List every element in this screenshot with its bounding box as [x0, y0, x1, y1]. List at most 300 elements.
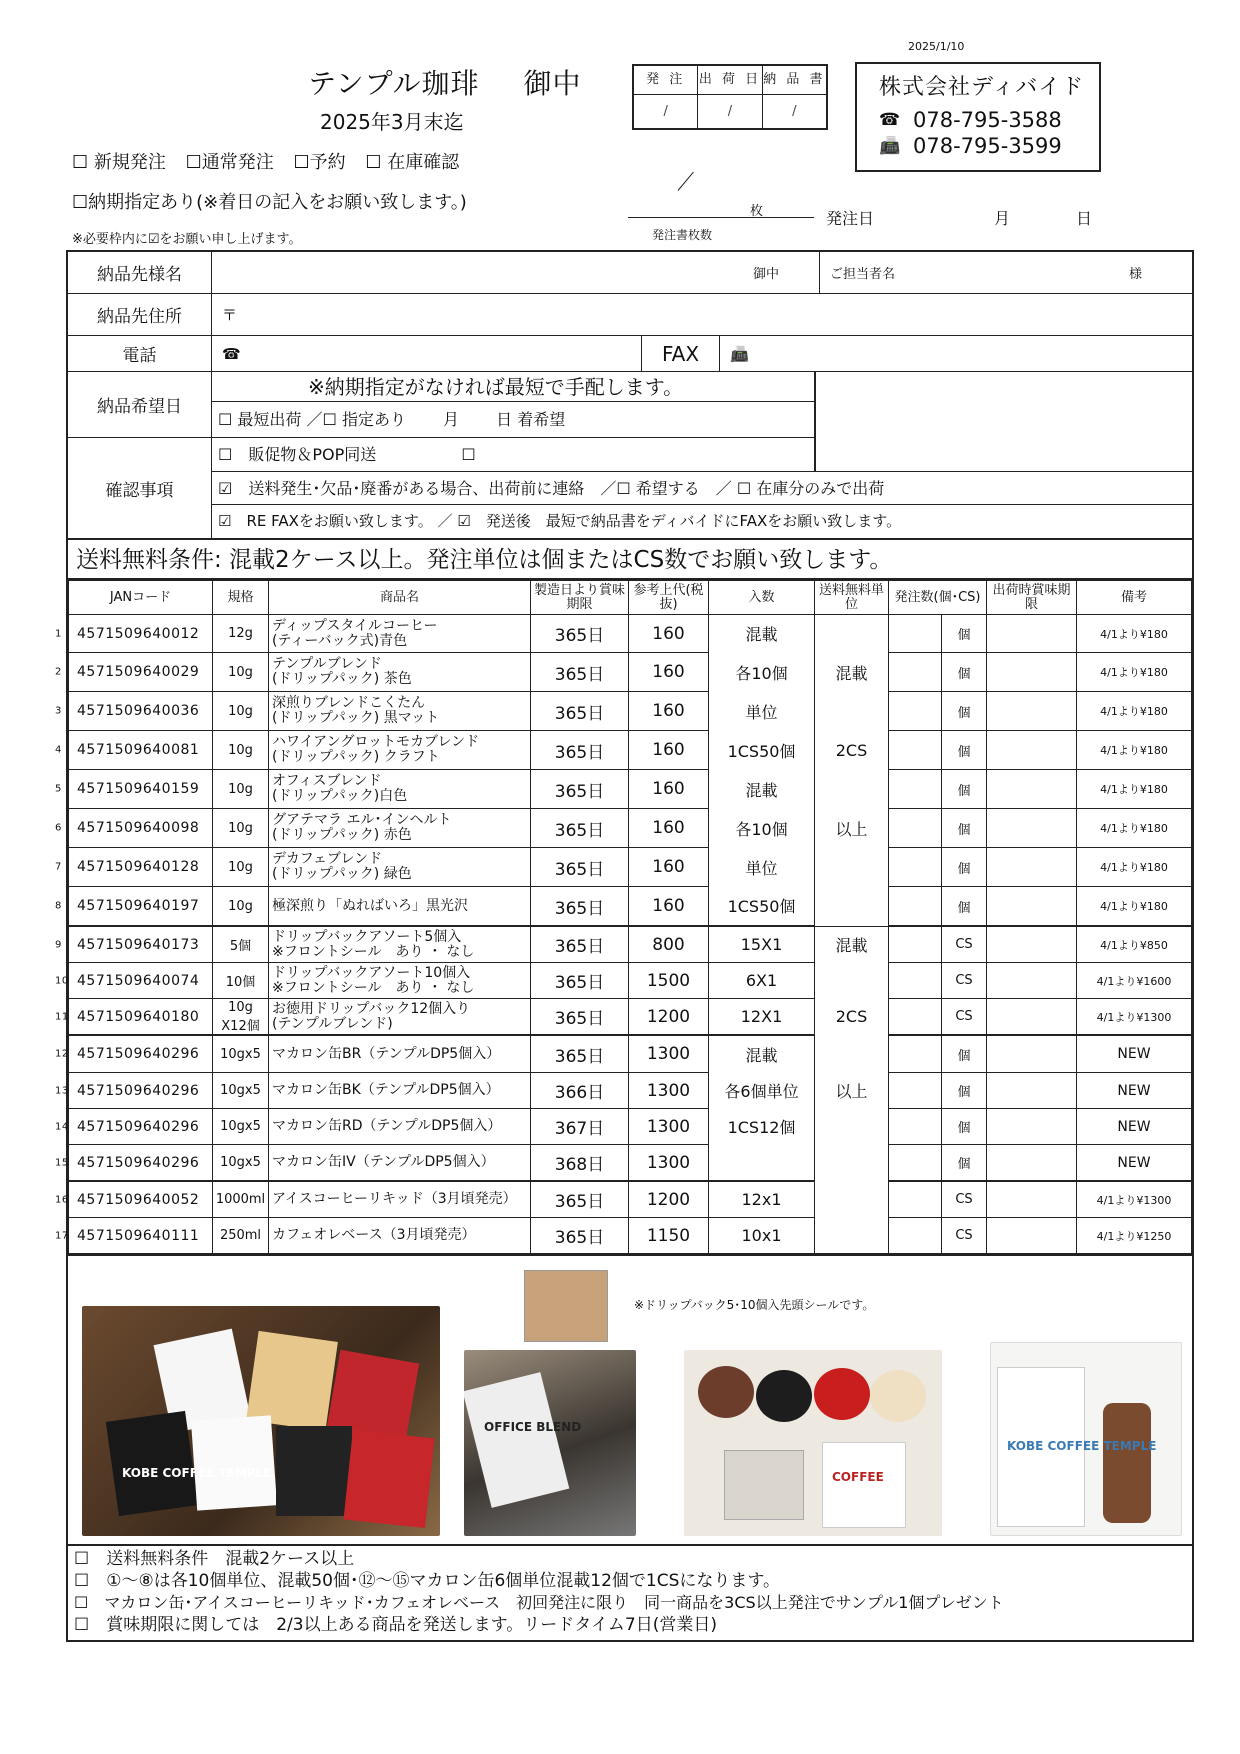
order-qty-cell[interactable] — [889, 1181, 987, 1218]
jan-code: 4571509640111 — [77, 1227, 200, 1244]
spec-cell: 10g — [213, 809, 269, 848]
ship-shelf-cell[interactable] — [987, 963, 1077, 999]
free-shipping-unit-cell: 2CS — [815, 999, 889, 1036]
note-cell: 4/1より¥180 — [1077, 848, 1192, 887]
product-name-cell: グアテマラ エル･インヘルト (ドリップパック) 赤色 — [269, 809, 531, 848]
irisu-cell: 1CS12個 — [709, 1109, 815, 1145]
spec-cell: 10g — [213, 692, 269, 731]
free-shipping-unit-cell — [815, 963, 889, 999]
row-number: 13 — [55, 1085, 69, 1096]
shelf-life-cell: 365日 — [531, 731, 629, 770]
jan-cell — [55, 1181, 213, 1218]
col-qty: 発注数(個･CS) — [889, 581, 987, 615]
fax-icon: 📠 — [879, 136, 901, 156]
shelf-life-cell: 365日 — [531, 887, 629, 927]
irisu-cell: 12X1 — [709, 999, 815, 1036]
order-qty-cell[interactable] — [889, 653, 987, 692]
qty-input[interactable] — [889, 1145, 942, 1180]
order-qty-cell[interactable] — [889, 848, 987, 887]
order-qty-cell[interactable] — [889, 999, 987, 1036]
spec-cell: 10gx5 — [213, 1035, 269, 1073]
ship-shelf-cell[interactable] — [987, 926, 1077, 963]
shelf-life-cell: 365日 — [531, 770, 629, 809]
qty-input[interactable] — [889, 1036, 942, 1072]
qty-unit: CS — [955, 973, 973, 988]
col-note: 備考 — [1077, 581, 1192, 615]
row-number: 7 — [55, 861, 62, 873]
qty-input[interactable] — [889, 999, 942, 1034]
deadline: 2025年3月末迄 — [320, 110, 464, 134]
price-cell: 160 — [629, 770, 709, 809]
jan-cell — [55, 999, 213, 1036]
order-qty-cell[interactable] — [889, 1035, 987, 1073]
qty-input[interactable] — [889, 887, 942, 925]
jan-code: 4571509640029 — [77, 664, 200, 680]
bottom-note-3[interactable]: ☐ マカロン缶･アイスコーヒーリキッド･カフェオレベース 初回発注に限り 同一商品を3CS以上発注でサンプル1個プレゼント — [74, 1593, 1004, 1612]
confirm-pop[interactable]: ☐ 販促物＆POP同送 ☐ — [218, 445, 476, 464]
row-number: 2 — [55, 666, 62, 678]
company-box — [855, 62, 1101, 172]
price-cell: 160 — [629, 887, 709, 927]
ship-shelf-cell[interactable] — [987, 1218, 1077, 1254]
price-cell: 160 — [629, 848, 709, 887]
row-number: 16 — [55, 1194, 69, 1205]
bottom-notes — [68, 1544, 1192, 1640]
qty-input[interactable] — [889, 615, 942, 652]
row-number: 6 — [55, 822, 62, 834]
product-name-cell: ハワイアングロットモカブレンド (ドリップパック) クラフト — [269, 731, 531, 770]
order-qty-cell[interactable] — [889, 1109, 987, 1145]
order-qty-cell[interactable] — [889, 926, 987, 963]
order-qty-cell[interactable] — [889, 1218, 987, 1254]
ship-shelf-cell[interactable] — [987, 615, 1077, 653]
company-tel: 078-795-3588 — [913, 108, 1062, 132]
ship-shelf-cell[interactable] — [987, 1181, 1077, 1218]
note-cell: 4/1より¥180 — [1077, 615, 1192, 653]
ship-shelf-cell[interactable] — [987, 999, 1077, 1036]
irisu-cell: 12x1 — [709, 1181, 815, 1218]
order-date — [826, 206, 1092, 229]
stamp-header-order: 発 注 — [634, 66, 698, 94]
address-field[interactable] — [212, 294, 1192, 335]
note-cell: NEW — [1077, 1109, 1192, 1145]
row-number: 12 — [55, 1048, 69, 1060]
irisu-cell: 混載 — [709, 770, 815, 809]
spec-cell: 10g — [213, 731, 269, 770]
col-name: 商品名 — [269, 581, 531, 615]
note-cell: 4/1より¥180 — [1077, 731, 1192, 770]
qty-input[interactable] — [889, 692, 942, 730]
note-cell: NEW — [1077, 1145, 1192, 1182]
qty-input[interactable] — [889, 927, 942, 962]
shelf-life-cell: 365日 — [531, 1181, 629, 1218]
delivery-options[interactable]: ☐ 最短出荷 ／☐ 指定あり 月 日 着希望 — [212, 402, 814, 438]
fax-field-icon: 📠 — [730, 344, 749, 363]
free-shipping-unit-cell: 以上 — [815, 809, 889, 848]
confirm-refax[interactable]: ☑ RE FAXをお願い致します。 ／ ☑ 発送後 最短で納品書をディバイドにFAXをお願い致します。 — [218, 512, 902, 530]
issue-date: 2025/1/10 — [908, 40, 965, 53]
sheet-count-field[interactable] — [628, 186, 814, 218]
photo-area — [68, 1254, 1192, 1544]
irisu-cell: 1CS50個 — [709, 887, 815, 927]
spec-cell: 1000ml — [213, 1181, 269, 1218]
address-label: 納品先住所 — [68, 294, 212, 335]
table-row — [69, 809, 1192, 848]
row-number: 15 — [55, 1157, 69, 1168]
row-number: 17 — [55, 1230, 69, 1241]
jan-code: 4571509640173 — [77, 936, 200, 953]
spec-cell: 10g — [213, 848, 269, 887]
qty-unit: 個 — [957, 900, 971, 916]
table-row — [69, 999, 1192, 1036]
shelf-life-cell: 365日 — [531, 692, 629, 731]
order-type-reserve[interactable]: ☐予約 — [293, 152, 346, 173]
order-qty-cell[interactable] — [889, 770, 987, 809]
jan-code: 4571509640296 — [77, 1082, 200, 1099]
spec-cell: 10gx5 — [213, 1145, 269, 1182]
order-type-stock[interactable]: ☐ 在庫確認 — [365, 152, 460, 173]
sheet-unit: 枚 — [750, 204, 764, 219]
free-shipping-unit-cell — [815, 1145, 889, 1182]
jan-cell — [55, 1218, 213, 1254]
col-irisu: 入数 — [709, 581, 815, 615]
spec-cell: 10g — [213, 770, 269, 809]
free-shipping-unit-cell: 以上 — [815, 1073, 889, 1109]
product-name-cell: ドリップバックアソート5個入 ※フロントシール あり ・ なし — [269, 926, 531, 963]
ship-shelf-cell[interactable] — [987, 692, 1077, 731]
jan-code: 4571509640081 — [77, 742, 200, 758]
ship-shelf-cell[interactable] — [987, 1109, 1077, 1145]
table-row — [69, 615, 1192, 653]
qty-input[interactable] — [889, 1109, 942, 1144]
qty-unit: CS — [955, 1192, 973, 1207]
product-name-cell: カフェオレベース（3月頃発売） — [269, 1218, 531, 1254]
order-date-day[interactable]: 日 — [1076, 209, 1093, 228]
free-shipping-unit-cell — [815, 692, 889, 731]
stamp-header-invoice: 納 品 書 — [763, 72, 826, 87]
product-name-cell: 極深煎り「ぬればいろ」黒光沢 — [269, 887, 531, 927]
qty-unit: 個 — [957, 1048, 971, 1064]
qty-input[interactable] — [889, 848, 942, 886]
jan-code: 4571509640036 — [77, 703, 200, 719]
price-cell: 160 — [629, 809, 709, 848]
company-fax: 078-795-3599 — [913, 134, 1062, 158]
stamp-box — [632, 64, 828, 130]
product-name-cell: ドリップバックアソート10個入 ※フロントシール あり ・ なし — [269, 963, 531, 999]
order-type-new[interactable]: ☐ 新規発注 — [72, 152, 166, 173]
ship-shelf-cell[interactable] — [987, 887, 1077, 927]
slash-mark — [678, 172, 694, 191]
confirm-shipping[interactable]: ☑ 送料発生･欠品･廃番がある場合、出荷前に連絡 ／☐ 希望する ／ ☐ 在庫分のみで出荷 — [212, 472, 1192, 505]
shelf-life-cell: 365日 — [531, 1035, 629, 1073]
shelf-life-cell: 365日 — [531, 999, 629, 1036]
price-cell: 160 — [629, 731, 709, 770]
spec-cell: 10g X12個 — [213, 999, 269, 1036]
price-cell: 1300 — [629, 1109, 709, 1145]
jan-cell — [55, 1073, 213, 1109]
note-cell: 4/1より¥180 — [1077, 692, 1192, 731]
note-cell: 4/1より¥1300 — [1077, 999, 1192, 1036]
note-cell: 4/1より¥180 — [1077, 887, 1192, 927]
customer-name-text: テンプル珈琲 — [308, 67, 480, 100]
order-qty-cell[interactable] — [889, 1145, 987, 1182]
table-row — [69, 731, 1192, 770]
order-type-row — [72, 148, 473, 174]
sticker-note: ※ドリップバック5･10個入先頭シールです。 — [634, 1298, 875, 1312]
free-shipping-unit-cell — [815, 615, 889, 653]
jan-cell — [55, 887, 213, 927]
qty-unit: CS — [955, 1228, 973, 1243]
product-name-cell: マカロン缶RD（テンプルDP5個入） — [269, 1109, 531, 1145]
jan-code: 4571509640074 — [77, 972, 200, 989]
qty-unit: 個 — [957, 666, 971, 682]
fax-field[interactable] — [720, 336, 1192, 371]
stamp-value-ship[interactable]: / — [698, 95, 762, 130]
irisu-cell: 1CS50個 — [709, 731, 815, 770]
delivery-date-label: 納品希望日 — [68, 372, 211, 438]
qty-unit: CS — [955, 1009, 973, 1024]
irisu-cell: 各10個 — [709, 809, 815, 848]
row-number: 4 — [55, 744, 62, 756]
row-number: 1 — [55, 628, 62, 639]
qty-unit: 個 — [957, 705, 971, 721]
order-qty-cell[interactable] — [889, 963, 987, 999]
ship-shelf-cell[interactable] — [987, 770, 1077, 809]
jan-code: 4571509640159 — [77, 781, 200, 797]
free-shipping-unit-cell: 2CS — [815, 731, 889, 770]
ship-shelf-cell[interactable] — [987, 1073, 1077, 1109]
note-cell: 4/1より¥1600 — [1077, 963, 1192, 999]
sticker-photo — [524, 1270, 608, 1342]
jan-code: 4571509640296 — [77, 1118, 200, 1135]
photo-label-2: OFFICE BLEND — [484, 1420, 582, 1434]
drip-pack-photo — [82, 1306, 440, 1536]
qty-input[interactable] — [889, 1218, 942, 1253]
phone-icon: ☎ — [879, 110, 901, 130]
irisu-cell: 混載 — [709, 615, 815, 653]
order-form — [55, 250, 1194, 1642]
shelf-life-cell: 365日 — [531, 1218, 629, 1254]
irisu-cell: 単位 — [709, 848, 815, 887]
product-name-cell: お徳用ドリップバック12個入り (テンプルブレンド) — [269, 999, 531, 1036]
note-cell: NEW — [1077, 1073, 1192, 1109]
onchu-label: 御中 — [523, 67, 582, 100]
note-cell: 4/1より¥180 — [1077, 653, 1192, 692]
jan-cell — [55, 809, 213, 848]
qty-input[interactable] — [889, 770, 942, 808]
jan-code: 4571509640012 — [77, 625, 200, 642]
order-qty-cell[interactable] — [889, 615, 987, 653]
note-cell: 4/1より¥850 — [1077, 926, 1192, 963]
table-row — [69, 887, 1192, 927]
qty-unit: 個 — [957, 861, 971, 877]
order-qty-cell[interactable] — [889, 731, 987, 770]
jan-code: 4571509640052 — [77, 1191, 200, 1208]
office-blend-photo — [464, 1350, 636, 1536]
jan-code: 4571509640128 — [77, 859, 200, 875]
price-cell: 1300 — [629, 1035, 709, 1073]
free-shipping-unit-cell: 混載 — [815, 653, 889, 692]
jan-cell — [55, 1035, 213, 1073]
remarks-box[interactable] — [816, 372, 1192, 471]
jan-code: 4571509640180 — [77, 1008, 200, 1025]
order-qty-cell[interactable] — [889, 809, 987, 848]
shelf-life-cell: 365日 — [531, 809, 629, 848]
table-row — [69, 963, 1192, 999]
price-cell: 1300 — [629, 1145, 709, 1182]
price-cell: 1200 — [629, 1181, 709, 1218]
shelf-life-cell: 368日 — [531, 1145, 629, 1182]
irisu-cell — [709, 1145, 815, 1182]
price-cell: 800 — [629, 926, 709, 963]
stamp-value-order[interactable]: / — [634, 95, 698, 130]
row-number: 3 — [55, 705, 62, 717]
qty-input[interactable] — [889, 963, 942, 998]
table-row — [69, 1109, 1192, 1145]
irisu-cell: 各10個 — [709, 653, 815, 692]
table-row — [69, 692, 1192, 731]
shelf-life-cell: 365日 — [531, 848, 629, 887]
jan-code: 4571509640296 — [77, 1046, 200, 1062]
qty-unit: 個 — [957, 822, 971, 838]
shelf-life-cell: 365日 — [531, 653, 629, 692]
photo-label-1: KOBE COFFEE TEMPLE — [122, 1466, 272, 1480]
check-instruction: ※必要枠内に☑をお願い申し上げます。 — [72, 232, 302, 247]
row-number: 10 — [55, 975, 69, 986]
product-name-cell: テンプルブレンド (ドリップパック) 茶色 — [269, 653, 531, 692]
product-name-cell: マカロン缶BR（テンプルDP5個入） — [269, 1035, 531, 1073]
qty-input[interactable] — [889, 731, 942, 769]
irisu-cell: 混載 — [709, 1035, 815, 1073]
ship-shelf-cell[interactable] — [987, 809, 1077, 848]
stamp-value-invoice[interactable]: / — [792, 104, 797, 119]
spec-cell: 5個 — [213, 926, 269, 963]
dest-name-field[interactable] — [212, 252, 820, 293]
jan-cell — [55, 692, 213, 731]
jan-code: 4571509640098 — [77, 820, 200, 836]
macaron-can-photo — [684, 1350, 942, 1536]
order-qty-cell[interactable] — [889, 692, 987, 731]
product-name-cell: マカロン缶IV（テンプルDP5個入） — [269, 1145, 531, 1182]
dest-name-label: 納品先様名 — [68, 252, 212, 293]
row-number: 11 — [55, 1011, 69, 1022]
delivery-specified-checkbox[interactable]: ☐納期指定あり(※着日の記入をお願い致します。) — [72, 192, 467, 213]
jan-cell — [55, 653, 213, 692]
qty-input[interactable] — [889, 1182, 942, 1217]
order-date-month[interactable]: 月 — [994, 209, 1011, 228]
free-shipping-unit-cell: 混載 — [815, 926, 889, 963]
product-name-cell: デカフェブレンド (ドリップパック) 緑色 — [269, 848, 531, 887]
stamp-header-ship: 出 荷 日 — [698, 66, 762, 94]
contact-field[interactable] — [820, 252, 1192, 293]
phone-label: 電話 — [68, 336, 212, 371]
col-jan: JANコード — [69, 581, 213, 615]
product-table — [55, 580, 1192, 1254]
sheet-count-label: 発注書枚数 — [652, 228, 713, 242]
qty-unit: 個 — [957, 783, 971, 799]
customer-name — [308, 62, 582, 102]
qty-input[interactable] — [889, 1073, 942, 1108]
order-qty-cell[interactable] — [889, 887, 987, 927]
order-qty-cell[interactable] — [889, 1073, 987, 1109]
spec-cell: 10gx5 — [213, 1109, 269, 1145]
ship-shelf-cell[interactable] — [987, 1145, 1077, 1182]
qty-unit: CS — [955, 937, 973, 952]
company-name: 株式会社ディバイド — [879, 75, 1085, 100]
jan-code: 4571509640296 — [77, 1154, 200, 1171]
table-row — [69, 1218, 1192, 1254]
irisu-cell: 各6個単位 — [709, 1073, 815, 1109]
shelf-life-cell: 366日 — [531, 1073, 629, 1109]
product-name-cell: マカロン缶BK（テンプルDP5個入） — [269, 1073, 531, 1109]
jan-cell — [55, 1145, 213, 1182]
qty-unit: 個 — [957, 1085, 971, 1100]
note-cell: 4/1より¥180 — [1077, 770, 1192, 809]
table-row — [69, 1073, 1192, 1109]
qty-unit: 個 — [957, 1121, 971, 1136]
ship-shelf-cell[interactable] — [987, 731, 1077, 770]
price-cell: 1200 — [629, 999, 709, 1036]
shelf-life-cell: 367日 — [531, 1109, 629, 1145]
phone-field[interactable] — [212, 336, 642, 371]
price-cell: 160 — [629, 615, 709, 653]
spec-cell: 10g — [213, 887, 269, 927]
table-row — [69, 848, 1192, 887]
postal-icon: 〒 — [222, 306, 238, 324]
col-spec: 規格 — [213, 581, 269, 615]
ship-shelf-cell[interactable] — [987, 1035, 1077, 1073]
shelf-life-cell: 365日 — [531, 926, 629, 963]
order-type-normal[interactable]: ☐通常発注 — [185, 152, 274, 173]
jan-code: 4571509640197 — [77, 898, 200, 914]
qty-unit: 個 — [957, 628, 971, 643]
table-row — [69, 1145, 1192, 1182]
irisu-cell: 単位 — [709, 692, 815, 731]
product-name-cell: ディップスタイルコーヒー (ティーバック式)青色 — [269, 615, 531, 653]
irisu-cell: 6X1 — [709, 963, 815, 999]
jan-cell — [55, 848, 213, 887]
table-row — [69, 1181, 1192, 1218]
ship-shelf-cell[interactable] — [987, 653, 1077, 692]
bottom-note-1[interactable]: ☐ 送料無料条件 混載2ケース以上 — [74, 1549, 355, 1569]
jan-cell — [55, 731, 213, 770]
product-name-cell: アイスコーヒーリキッド（3月頃発売） — [269, 1181, 531, 1218]
spec-cell: 12g — [213, 615, 269, 653]
bottom-note-4[interactable]: ☐ 賞味期限に関しては 2/3以上ある商品を発送します。リードタイム7日(営業日) — [74, 1615, 717, 1635]
shelf-life-cell: 365日 — [531, 963, 629, 999]
confirm-label: 確認事項 — [105, 480, 174, 501]
free-shipping-unit-cell — [815, 770, 889, 809]
phone-field-icon: ☎ — [222, 344, 241, 363]
product-name-cell: 深煎りブレンドこくたん (ドリップパック) 黒マット — [269, 692, 531, 731]
row-number: 9 — [55, 939, 62, 950]
price-cell: 1500 — [629, 963, 709, 999]
price-cell: 160 — [629, 692, 709, 731]
row-number: 8 — [55, 900, 62, 912]
order-date-label: 発注日 — [826, 209, 875, 228]
photo-label-3: COFFEE — [832, 1470, 884, 1484]
qty-input[interactable] — [889, 809, 942, 847]
photo-label-4: KOBE COFFEE TEMPLE — [1007, 1439, 1157, 1453]
free-shipping-unit-cell — [815, 887, 889, 927]
qty-unit: 個 — [957, 744, 971, 760]
ship-shelf-cell[interactable] — [987, 848, 1077, 887]
bottom-note-2[interactable]: ☐ ①～⑧は各10個単位、混載50個･⑫～⑮マカロン缶6個単位混載12個で1CSになります。 — [74, 1571, 781, 1591]
qty-input[interactable] — [889, 653, 942, 691]
spec-cell: 250ml — [213, 1218, 269, 1254]
qty-unit: 個 — [957, 1157, 971, 1172]
table-row — [69, 926, 1192, 963]
